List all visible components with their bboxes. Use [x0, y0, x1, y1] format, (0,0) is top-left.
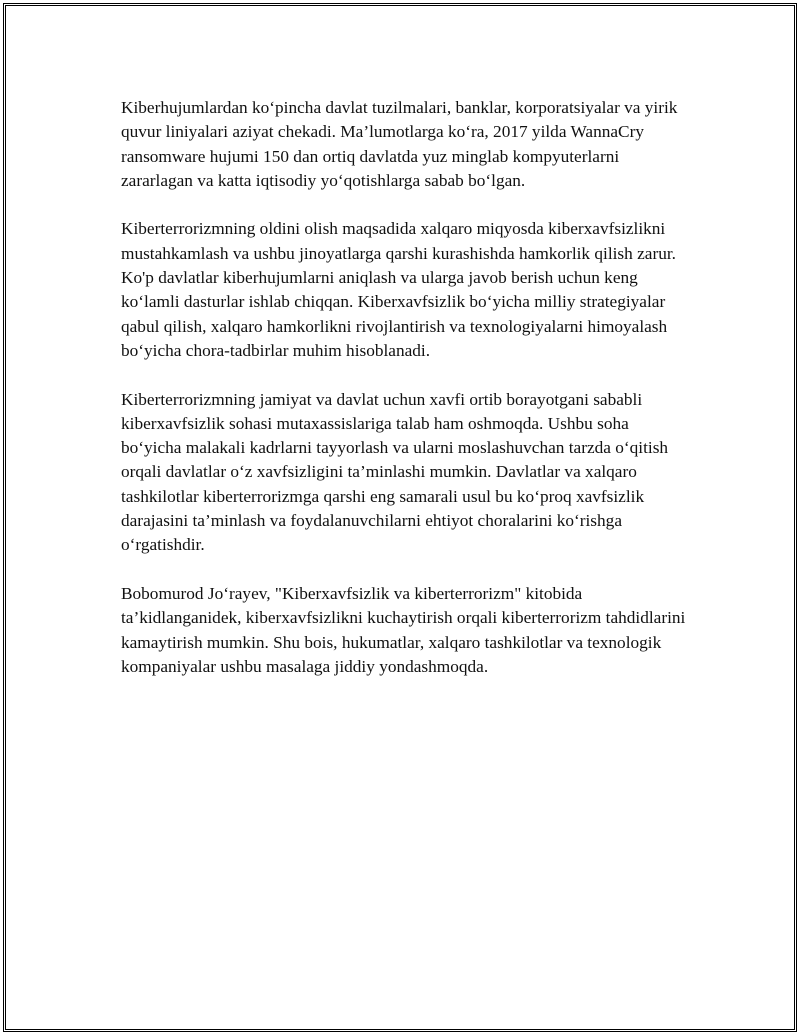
document-page [3, 3, 797, 1032]
paragraph-book-citation: Bobomurod Jo‘rayev, "Kiberxavfsizlik va kiberterrorizm" kitobida ta’kidlanganidek, kiberxavfsizlikni kuchaytirish orqali kiberterrorizm tahdidlarini kamaytirish mumkin. Shu bois, hukumatlar, xalqaro tashkilotlar va texnologik kompaniyalar ushbu masalaga jiddiy yondashmoqda. [121, 583, 686, 676]
document-body [121, 96, 691, 703]
paragraph-cyberattack-targets: Kiberhujumlardan ko‘pincha davlat tuzilmalari, banklar, korporatsiyalar va yirik quvur liniyalari aziyat chekadi. Ma’lumotlarga ko‘ra, 2017 yilda WannaCry ransomware hujumi 150 dan ortiq davlatda yuz minglab kompyuterlarni zararlagan va katta iqtisodiy yo‘qotishlarga sabab bo‘lgan. [121, 98, 678, 190]
paragraph-specialist-demand: Kiberterrorizmning jamiyat va davlat uchun xavfi ortib borayotgani sababli kiberxavfsizlik sohasi mutaxassislariga talab ham oshmoqda. Ushbu soha bo‘yicha malakali kadrlarni tayyorlash va ularni moslashuvchan tarzda o‘qitish orqali davlatlar o‘z xavfsizligini ta’minlashi mumkin. Davlatlar va xalqaro tashkilotlar kiberterrorizmga qarshi eng samarali usul bu ko‘proq xavfsizlik darajasini ta’minlash va foydalanuvchilarni ehtiyot choralarini ko‘rishga o‘rgatishdir. [121, 389, 669, 555]
paragraph-international-cooperation: Kiberterrorizmning oldini olish maqsadida xalqaro miqyosda kiberxavfsizlikni mustahkamlash va ushbu jinoyatlarga qarshi kurashishda hamkorlik qilish zarur. Ko'p davlatlar kiberhujumlarni aniqlash va ularga javob berish uchun keng ko‘lamli dasturlar ishlab chiqqan. Kiberxavfsizlik bo‘yicha milliy strategiyalar qabul qilish, xalqaro hamkorlikni rivojlantirish va texnologiyalarni himoyalash bo‘yicha chora-tadbirlar muhim hisoblanadi. [121, 219, 676, 360]
